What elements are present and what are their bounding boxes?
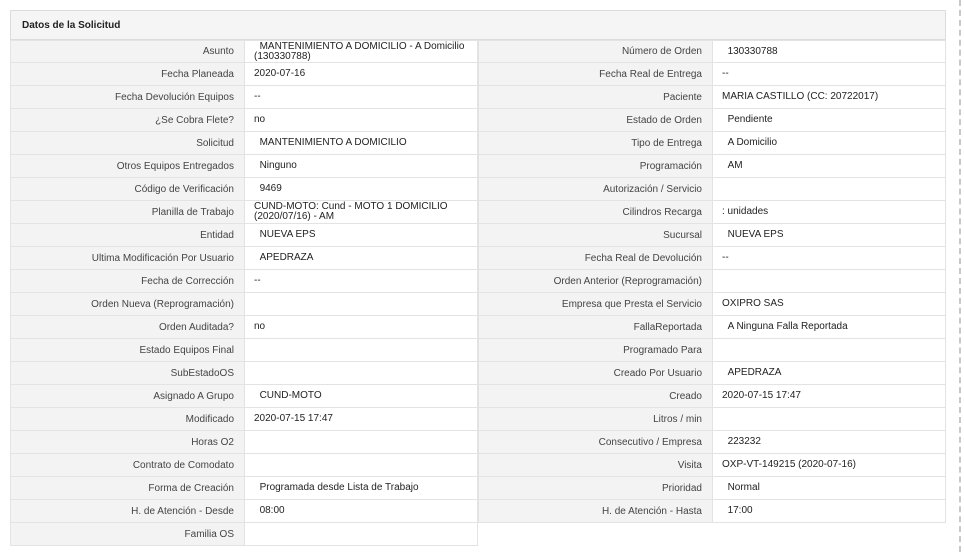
- field-row-entidad: [10, 224, 478, 247]
- field-label: H. de Atención - Desde: [10, 500, 245, 522]
- field-row-codigo-de-verificacion: [10, 178, 478, 201]
- field-value: --: [245, 86, 478, 108]
- field-row-h-de-atencion-hasta: [478, 500, 946, 523]
- field-row-forma-de-creacion: [10, 477, 478, 500]
- field-label: Empresa que Presta el Servicio: [478, 293, 713, 315]
- right-column: [478, 40, 946, 523]
- field-value: CUND-MOTO: Cund - MOTO 1 DOMICILIO (2020/07/16) - AM: [245, 201, 478, 223]
- field-row-orden-nueva-reprogramacion: [10, 293, 478, 316]
- field-row-creado-por-usuario: [478, 362, 946, 385]
- field-label: FallaReportada: [478, 316, 713, 338]
- field-value: NUEVA EPS: [245, 224, 478, 246]
- field-value: no: [245, 316, 478, 338]
- field-value: [245, 362, 478, 384]
- field-label: Contrato de Comodato: [10, 454, 245, 476]
- field-label: Fecha Devolución Equipos: [10, 86, 245, 108]
- field-row-modificado: [10, 408, 478, 431]
- field-row-otros-equipos-entregados: [10, 155, 478, 178]
- field-label: Tipo de Entrega: [478, 132, 713, 154]
- field-row-orden-anterior-reprogramacion: [478, 270, 946, 293]
- field-row-solicitud: [10, 132, 478, 155]
- field-value: [713, 178, 946, 200]
- field-label: Fecha Planeada: [10, 63, 245, 85]
- field-value: 9469: [245, 178, 478, 200]
- field-value: 08:00: [245, 500, 478, 522]
- field-row-orden-auditada: [10, 316, 478, 339]
- field-row-litros-min: [478, 408, 946, 431]
- field-row-fecha-devolucion-equipos: [10, 86, 478, 109]
- field-value: 130330788: [713, 41, 946, 62]
- field-label: Planilla de Trabajo: [10, 201, 245, 223]
- field-value: 223232: [713, 431, 946, 453]
- field-label: Ultima Modificación Por Usuario: [10, 247, 245, 269]
- field-label: Familia OS: [10, 523, 245, 545]
- left-column: [10, 40, 478, 546]
- field-row-asunto: [10, 40, 478, 63]
- field-row-tipo-de-entrega: [478, 132, 946, 155]
- field-value: --: [713, 63, 946, 85]
- field-value: 17:00: [713, 500, 946, 522]
- field-label: H. de Atención - Hasta: [478, 500, 713, 522]
- field-value: NUEVA EPS: [713, 224, 946, 246]
- field-label: Orden Nueva (Reprogramación): [10, 293, 245, 315]
- field-row-estado-de-orden: [478, 109, 946, 132]
- field-row-sucursal: [478, 224, 946, 247]
- field-row-planilla-de-trabajo: [10, 201, 478, 224]
- field-value: 2020-07-16: [245, 63, 478, 85]
- field-value: MARIA CASTILLO (CC: 20722017): [713, 86, 946, 108]
- field-value: no: [245, 109, 478, 131]
- field-label: Programado Para: [478, 339, 713, 361]
- field-label: Estado Equipos Final: [10, 339, 245, 361]
- field-value: AM: [713, 155, 946, 177]
- field-label: ¿Se Cobra Flete?: [10, 109, 245, 131]
- field-label: Creado Por Usuario: [478, 362, 713, 384]
- field-row-h-de-atencion-desde: [10, 500, 478, 523]
- field-label: Forma de Creación: [10, 477, 245, 499]
- field-label: Autorización / Servicio: [478, 178, 713, 200]
- field-row-creado: [478, 385, 946, 408]
- field-label: Estado de Orden: [478, 109, 713, 131]
- field-label: Fecha de Corrección: [10, 270, 245, 292]
- field-value: Normal: [713, 477, 946, 499]
- panel-header: [10, 10, 946, 40]
- field-row-numero-de-orden: [478, 40, 946, 63]
- field-label: Modificado: [10, 408, 245, 430]
- field-value: [245, 454, 478, 476]
- panel-title: Datos de la Solicitud: [22, 19, 121, 31]
- field-value: [245, 431, 478, 453]
- field-label: Consecutivo / Empresa: [478, 431, 713, 453]
- field-row-familia-os: [10, 523, 478, 546]
- field-row-consecutivo-empresa: [478, 431, 946, 454]
- field-label: Asunto: [10, 41, 245, 62]
- field-row-ultima-modificacion-por-usuario: [10, 247, 478, 270]
- field-value: --: [713, 247, 946, 269]
- field-label: Horas O2: [10, 431, 245, 453]
- field-value: OXIPRO SAS: [713, 293, 946, 315]
- field-label: Litros / min: [478, 408, 713, 430]
- field-row-programado-para: [478, 339, 946, 362]
- field-label: Número de Orden: [478, 41, 713, 62]
- field-row-asignado-a-grupo: [10, 385, 478, 408]
- field-row-cilindros-recarga: [478, 201, 946, 224]
- field-value: MANTENIMIENTO A DOMICILIO - A Domicilio (130330788): [245, 41, 478, 62]
- field-label: SubEstadoOS: [10, 362, 245, 384]
- field-label: Programación: [478, 155, 713, 177]
- field-value: Ninguno: [245, 155, 478, 177]
- field-label: Entidad: [10, 224, 245, 246]
- field-row-contrato-de-comodato: [10, 454, 478, 477]
- field-row-visita: [478, 454, 946, 477]
- field-value: 2020-07-15 17:47: [713, 385, 946, 407]
- field-value: [245, 293, 478, 315]
- field-value: A Ninguna Falla Reportada: [713, 316, 946, 338]
- field-label: Otros Equipos Entregados: [10, 155, 245, 177]
- field-value: MANTENIMIENTO A DOMICILIO: [245, 132, 478, 154]
- field-row-programacion: [478, 155, 946, 178]
- field-label: Código de Verificación: [10, 178, 245, 200]
- field-label: Orden Auditada?: [10, 316, 245, 338]
- field-row-fecha-real-de-entrega: [478, 63, 946, 86]
- field-row-fecha-planeada: [10, 63, 478, 86]
- field-row-fecha-real-de-devolucion: [478, 247, 946, 270]
- field-label: Visita: [478, 454, 713, 476]
- field-value: : unidades: [713, 201, 946, 223]
- field-label: Prioridad: [478, 477, 713, 499]
- field-row-empresa-que-presta-el-servicio: [478, 293, 946, 316]
- field-value: --: [245, 270, 478, 292]
- field-value: Programada desde Lista de Trabajo: [245, 477, 478, 499]
- field-value: [713, 270, 946, 292]
- field-label: Paciente: [478, 86, 713, 108]
- field-value: APEDRAZA: [245, 247, 478, 269]
- field-value: A Domicilio: [713, 132, 946, 154]
- field-label: Orden Anterior (Reprogramación): [478, 270, 713, 292]
- field-value: [713, 339, 946, 361]
- field-label: Creado: [478, 385, 713, 407]
- field-label: Solicitud: [10, 132, 245, 154]
- field-label: Fecha Real de Devolución: [478, 247, 713, 269]
- field-value: [713, 408, 946, 430]
- field-value: [245, 339, 478, 361]
- field-row-se-cobra-flete: [10, 109, 478, 132]
- field-value: [245, 523, 478, 545]
- field-value: Pendiente: [713, 109, 946, 131]
- field-label: Asignado A Grupo: [10, 385, 245, 407]
- field-value: CUND-MOTO: [245, 385, 478, 407]
- request-details-panel: [10, 10, 946, 540]
- field-value: OXP-VT-149215 (2020-07-16): [713, 454, 946, 476]
- dashed-right-border: [959, 0, 961, 552]
- field-row-fallareportada: [478, 316, 946, 339]
- field-row-fecha-de-correccion: [10, 270, 478, 293]
- field-value: APEDRAZA: [713, 362, 946, 384]
- field-label: Cilindros Recarga: [478, 201, 713, 223]
- field-row-paciente: [478, 86, 946, 109]
- field-row-estado-equipos-final: [10, 339, 478, 362]
- field-value: 2020-07-15 17:47: [245, 408, 478, 430]
- field-label: Sucursal: [478, 224, 713, 246]
- field-row-prioridad: [478, 477, 946, 500]
- field-row-horas-o2: [10, 431, 478, 454]
- field-label: Fecha Real de Entrega: [478, 63, 713, 85]
- field-row-autorizacion-servicio: [478, 178, 946, 201]
- field-row-subestadoos: [10, 362, 478, 385]
